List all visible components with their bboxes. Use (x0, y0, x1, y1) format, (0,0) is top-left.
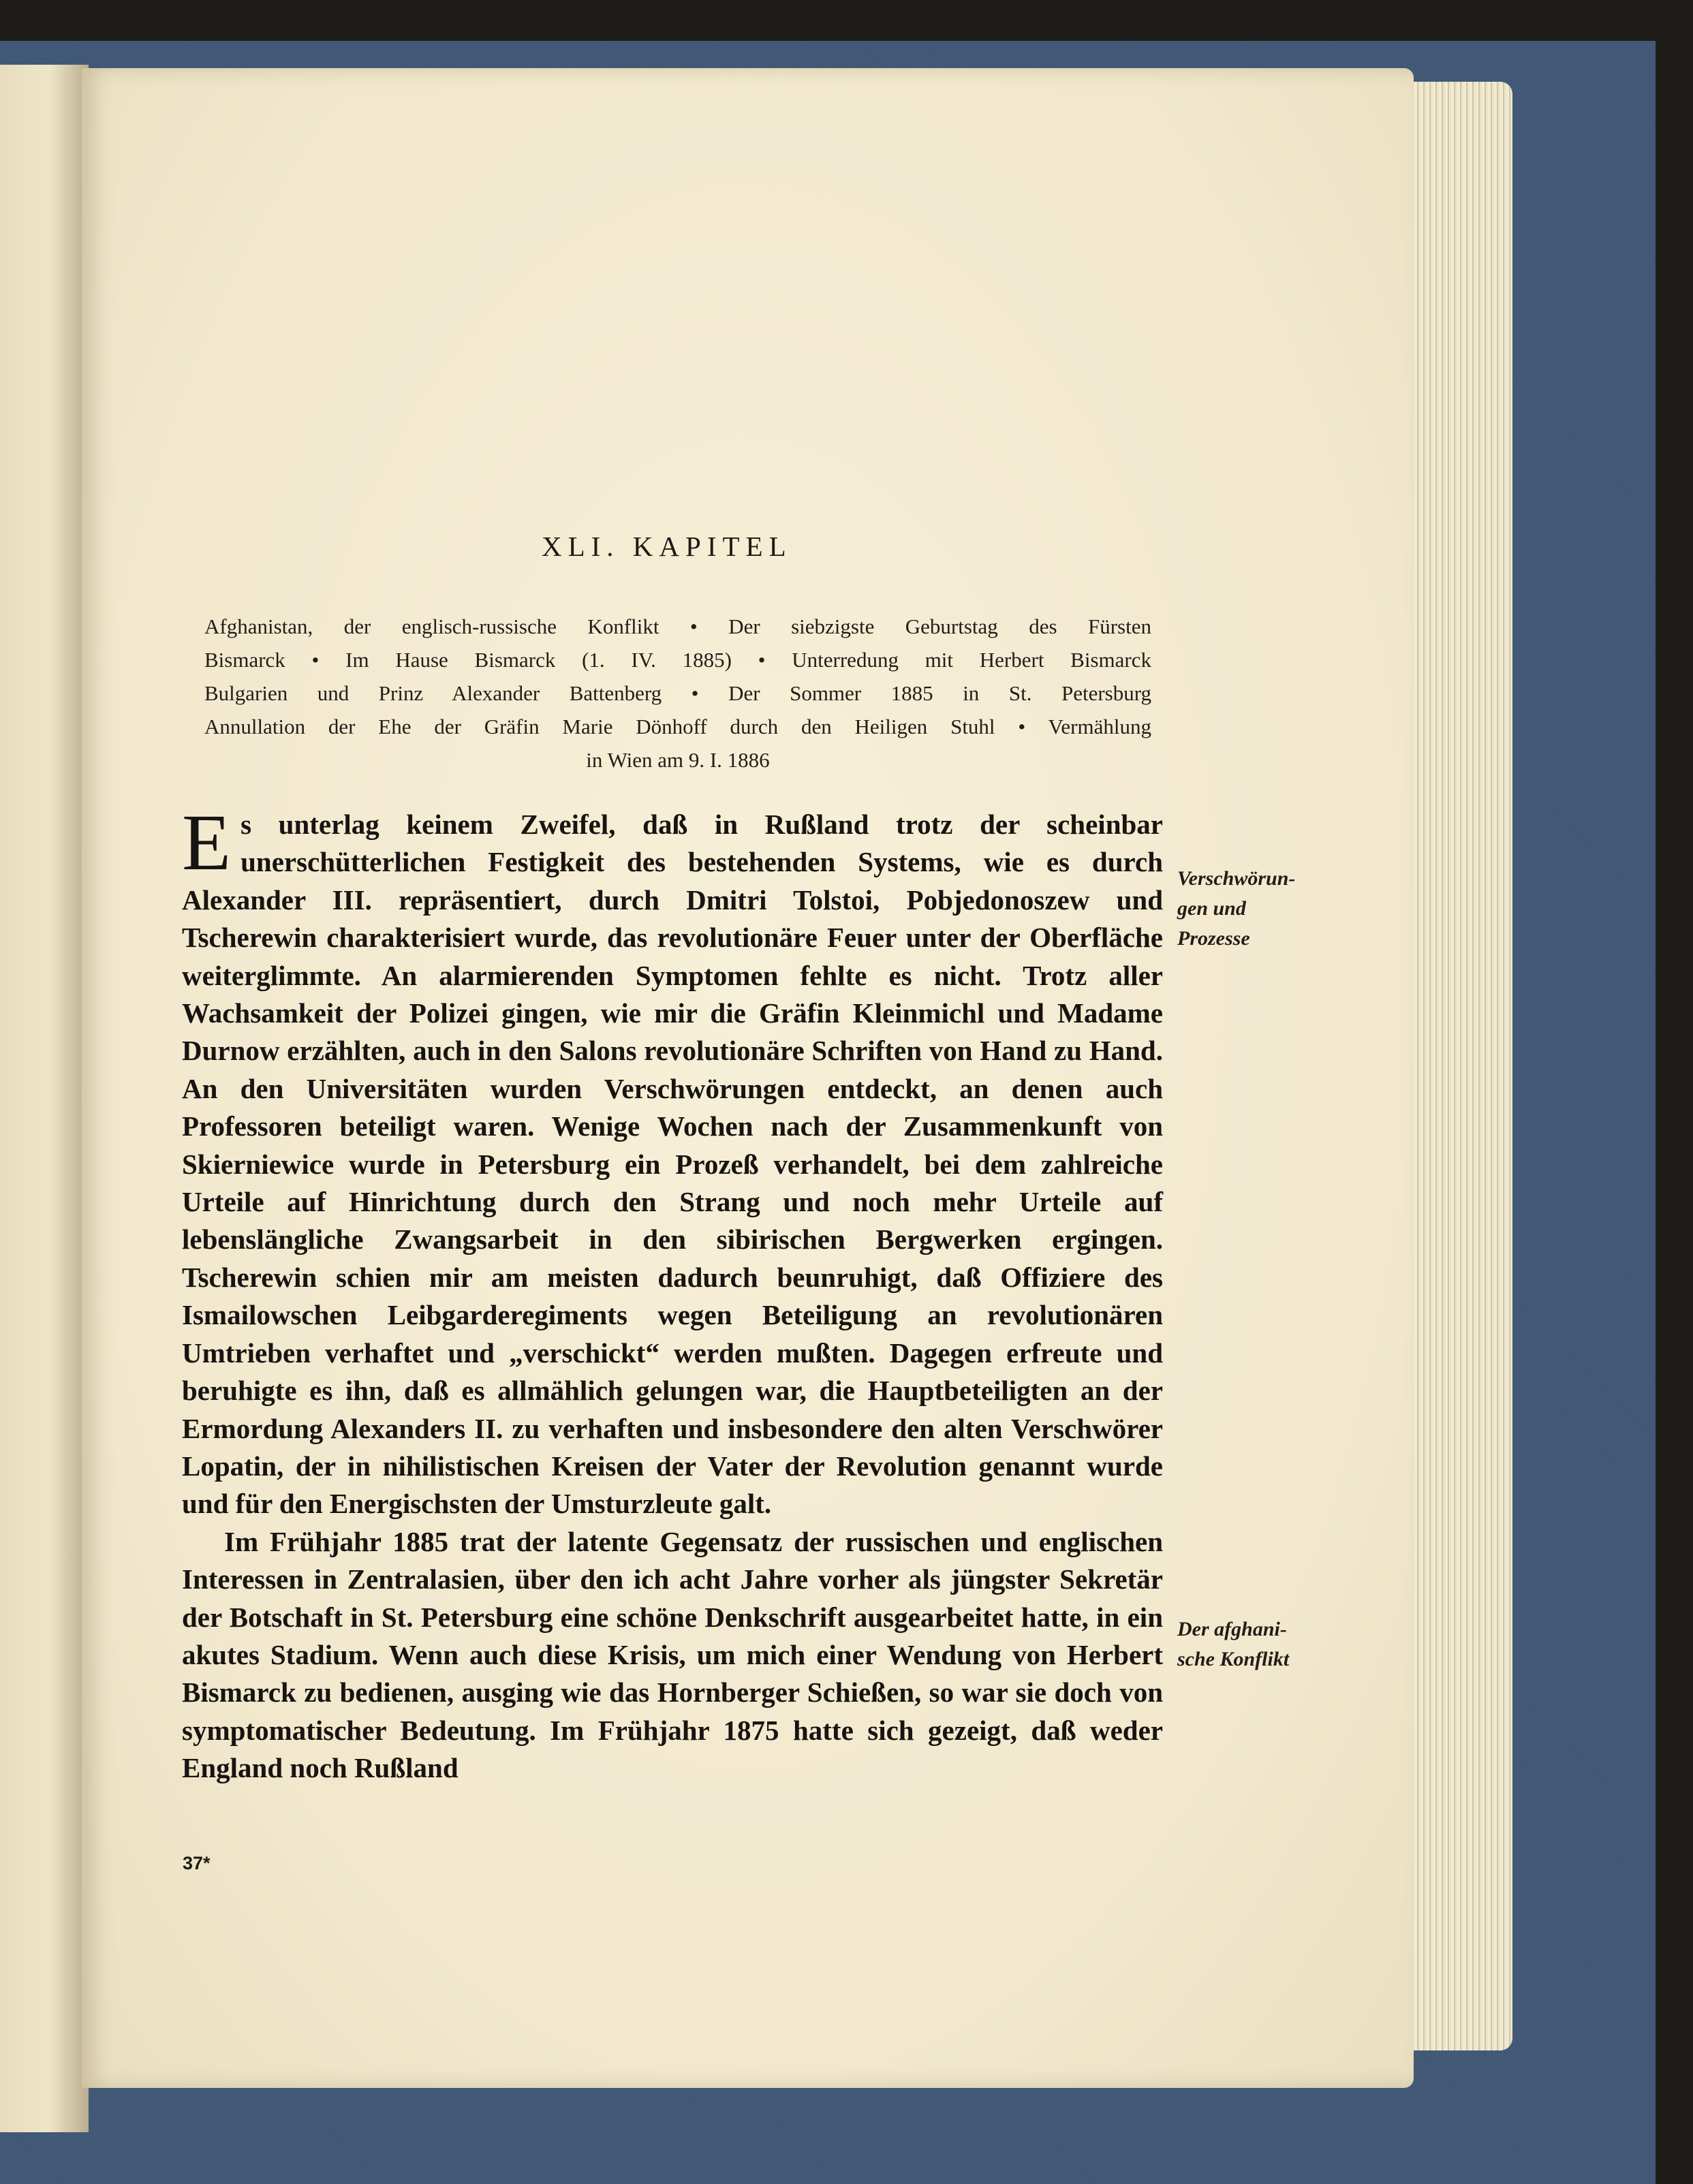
chapter-summary (204, 610, 1151, 777)
summary-line: Bulgarien und Prinz Alexander Battenberg • Der Sommer 1885 in St. Petersburg (204, 681, 1151, 705)
margin-note (1177, 864, 1334, 954)
margin-note-line: gen und (1177, 897, 1246, 920)
page-signature: 37* (183, 1853, 211, 1873)
margin-note-line: Verschwörun- (1177, 867, 1296, 890)
margin-note-line: Prozesse (1177, 927, 1250, 950)
margin-note-line: sche Konflikt (1177, 1648, 1290, 1670)
body-text (182, 798, 1163, 1788)
margin-note-line: Der afghani- (1177, 1618, 1287, 1640)
summary-line: Annullation der Ehe der Gräfin Marie Dönhoff durch den Heiligen Stuhl • Vermählung (204, 715, 1151, 738)
drop-cap: E (182, 798, 232, 887)
summary-line: Bismarck • Im Hause Bismarck (1. IV. 1885) • Unterredung mit Herbert Bismarck (204, 648, 1151, 672)
summary-line: Afghanistan, der englisch-russische Konflikt • Der siebzigste Geburtstag des Fürsten (204, 614, 1151, 638)
margin-note (1177, 1614, 1334, 1674)
chapter-title: XLI. KAPITEL (542, 531, 792, 562)
paragraph: Im Frühjahr 1885 trat der latente Gegensatz der russischen und englischen Interessen in Zentralasien, über den ich acht Jahre vorher als jüngster Sekretär der Botschaft in St. Petersburg eine schöne Denkschrift ausgearbeitet hatte, in ein akutes Stadium. Wenn auch diese Krisis, um mich einer Wendung von Herbert Bismarck zu bedienen, ausging wie das Hornberger Schießen, so war sie doch von symptomatischer Bedeutung. Im Frühjahr 1875 hatte sich gezeigt, daß weder England noch Rußland (182, 1525, 1163, 1784)
facing-page-edge (0, 65, 89, 2132)
summary-line: in Wien am 9. I. 1886 (586, 748, 770, 772)
paragraph-text: s unterlag keinem Zweifel, daß in Rußland trotz der scheinbar unerschütterlichen Festigkeit des bestehenden Systems, wie es durch Alexander III. repräsentiert, durch Dmitri Tolstoi, Pobjedonoszew und Tscherewin charakterisiert wurde, das revolutionäre Feuer unter der Oberfläche weiterglimmte. An alarmierenden Symptomen fehlte es nicht. Trotz aller Wachsamkeit der Polizei gingen, wie mir die Gräfin Kleinmichl und Madame Durnow erzählten, auch in den Salons revolutionäre Schriften von Hand zu Hand. An den Universitäten wurden Verschwörungen entdeckt, an denen auch Professoren beteiligt waren. Wenige Wochen nach der Zusammenkunft von Skierniewice wurde in Petersburg ein Prozeß verhandelt, bei dem zahlreiche Urteile auf Hinrichtung durch den Strang und noch mehr Urteile auf lebenslängliche Zwangsarbeit in den sibirischen Bergwerken ergingen. Tscherewin schien mir am meisten dadurch beunruhigt, daß Offiziere des Ismailowschen Leibgarderegiments wegen Beteiligung an revolutionären Umtrieben verhaftet und „verschickt“ werden mußten. Dagegen erfreute und beruhigte es ihn, daß es allmählich gelungen war, die Hauptbeteiligten an der Ermordung Alexanders II. zu verhaften und insbesondere den alten Verschwörer Lopatin, der in nihilistischen Kreisen der Vater der Revolution genannt wurde und für den Energischsten der Umsturzleute galt. (182, 809, 1163, 1520)
paragraph (182, 798, 1163, 1523)
